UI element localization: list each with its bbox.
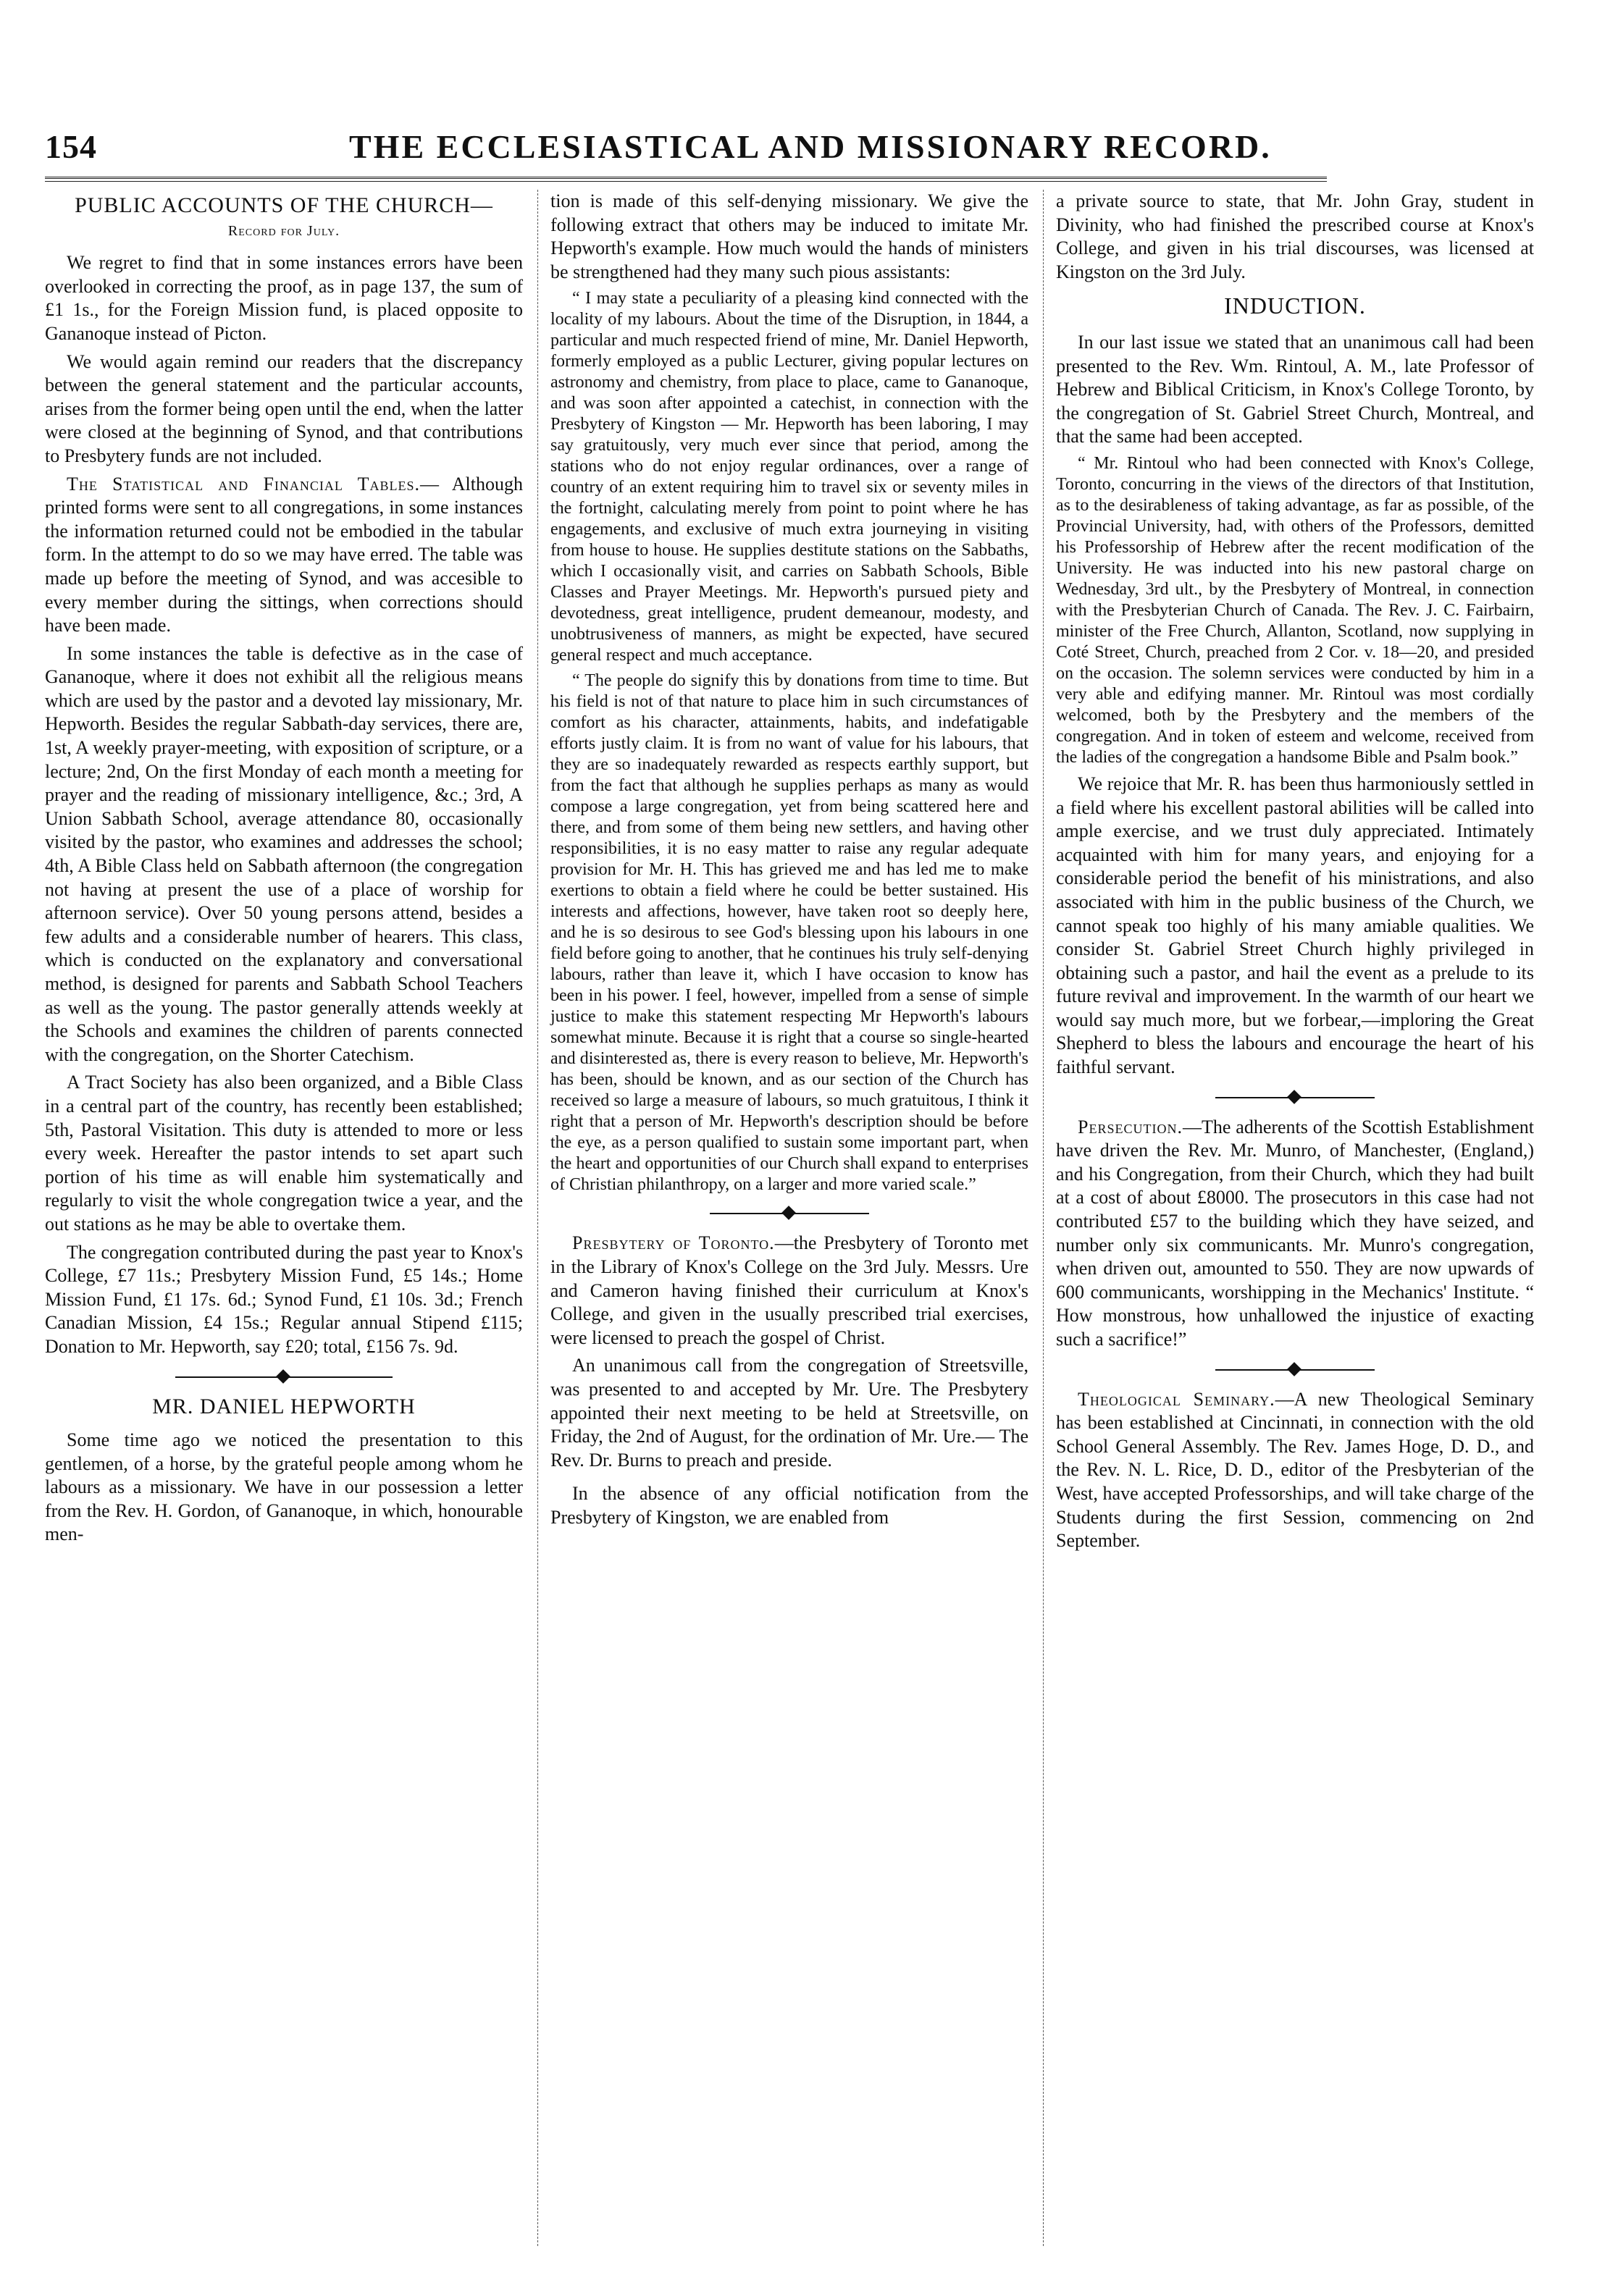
paragraph: Some time ago we noticed the presentation to this gentlemen, of a horse, by the grateful people among whom he labours as a missionary. We have in our possession a letter from the Rev. H. Gordon, of Gananoque, in which, honourable men- [45, 1429, 523, 1545]
run-in-heading: The Statistical and Financial Tables. [67, 473, 421, 495]
column-2 [550, 190, 1028, 1534]
paragraph-text: —the Presbytery of Toronto met in the Library of Knox's College on the 3rd July. Messrs. Ure and Cameron having finished their curriculum at Knox's College, and given in the usually prescribed trial exercises, were licensed to preach the gospel of Christ. [550, 1232, 1028, 1348]
paragraph: tion is made of this self-denying missionary. We give the following extract that others may be induced to imitate Mr. Hepworth's example. How much would the hands of ministers be strengthened had they many such pious assistants: [550, 190, 1028, 282]
run-in-heading: Presbytery of Toronto. [572, 1232, 775, 1254]
section-heading-induction: INDUCTION. [1224, 293, 1366, 319]
quoted-paragraph: “ Mr. Rintoul who had been connected with Knox's College, Toronto, concurring in the views of the directors of that Institution, as to the desirableness of taking advantage, as far as possible, of the Provincial University, had, with others of the Professors, demitted his Professorship of Hebrew after the recent modification of the University. He was inducted into his new pastoral charge on Wednesday, 3rd ult., by the Presbytery of Montreal, in connection with the Presbyterian Church of Canada. The Rev. J. C. Fairbairn, minister of the Free Church, Allanton, Scotland, now supplying in Coté Street, Church, preached from 2 Cor. v. 18—20, and presided on the occasion. The solemn services were conducted by him in a very able and edifying manner. Mr. Rintoul was most cordially welcomed, both by the Presbytery and the members of the congregation. And in token of esteem and welcome, received from the ladies of the congregation a handsome Bible and Psalm book.” [1056, 453, 1534, 767]
ornamental-divider [1215, 1362, 1375, 1378]
page-number: 154 [45, 128, 97, 165]
column-divider [1043, 190, 1044, 2246]
paragraph: A Tract Society has also been organized, and a Bible Class in a central part of the country, has recently been established; 5th, Pastoral Visitation. This duty is attended to more or less every week. Hereafter the pastor intends to set apart such portion of his time as will enable him systematically and regularly to visit the whole congregation twice a year, and the out stations as he may be able to overtake them. [45, 1072, 523, 1235]
paragraph: In the absence of any official notification from the Presbytery of Kingston, we are enabled from [550, 1483, 1028, 1528]
paragraph: An unanimous call from the congregation of Streetsville, was presented to and accepted by Mr. Ure. The Presbytery appointed their next meeting to be held at Streetsville, on Friday, the 2nd of August, for the ordination of Mr. Ure.— The Rev. Dr. Burns to preach and preside. [550, 1355, 1028, 1471]
header-rule [45, 177, 1327, 182]
paragraph-text: — Although printed forms were sent to all congregations, in some instances the information returned could not be embodied in the tabular form. In the attempt to do so we may have erred. The table was made up before the meeting of Synod, and was accesible to every member during the sittings, when corrections should have been made. [45, 473, 523, 636]
paragraph [1056, 1388, 1534, 1553]
paragraph: We would again remind our readers that the discrepancy between the general statement and the particular accounts, arises from the former being open until the end, when the latter were closed at the beginning of Synod, and that contributions to Presbytery funds are not included. [45, 350, 523, 466]
paragraph: In our last issue we stated that an unanimous call had been presented to the Rev. Wm. Rintoul, A. M., late Professor of Hebrew and Biblical Criticism, in Knox's College Toronto, by the congregation of St. Gabriel Street Church, Montreal, and that the same had been accepted. [1056, 331, 1534, 447]
run-in-heading: Theological Seminary. [1078, 1388, 1275, 1410]
paragraph: In some instances the table is defective as in the case of Gananoque, where it does not exhibit all the religious means which are used by the pastor and a devoted lay missionary, Mr. Hepworth. Besides the regular Sabbath-day services, there are, 1st, A weekly prayer-meeting, with exposition of scripture, or a lecture; 2nd, On the first Monday of each month a meeting for prayer and the reading of missionary intelligence, &c.; 3rd, A Union Sabbath School, average attendance 80, occasionally visited by the pastor, who examines and addresses the school; 4th, A Bible Class held on Sabbath afternoon (the congregation not having at present the use of a place of worship for afternoon service). Over 50 young persons attend, besides a few adults and a considerable number of hearers. This class, which is conducted on the explanatory and conversational method, is designed for parents and Sabbath School Teachers as well as the young. The pastor generally attends weekly at the Schools and examines the children of parents connected with the congregation, on the Shorter Catechism. [45, 642, 523, 1065]
paragraph: The congregation contributed during the past year to Knox's College, £7 11s.; Presbytery Mission Fund, £5 14s.; Home Mission Fund, £1 17s. 6d.; Synod Fund, £1 10s. 3d.; French Canadian Mission, £4 15s.; Regular annual Stipend £115; Donation to Mr. Hepworth, say £20; total, £156 7s. 9d. [45, 1241, 523, 1357]
ornamental-divider [175, 1369, 393, 1385]
section-heading-hepworth: MR. DANIEL HEPWORTH [152, 1394, 416, 1418]
paragraph-text: —A new Theological Seminary has been established at Cincinnati, in connection with the old School General Assembly. The Rev. James Hoge, D. D., and the Rev. N. L. Rice, D. D., editor of the Presbyterian of the West, have accepted Professorships, and will take charge of the Students during the first Session, commencing on 2nd September. [1056, 1388, 1534, 1552]
paragraph [550, 1232, 1028, 1350]
run-in-heading: Persecution. [1078, 1116, 1183, 1138]
ornamental-divider [710, 1206, 869, 1221]
quoted-paragraph: “ The people do signify this by donations from time to time. But his field is not of that nature to place him in such circumstances of comfort as his character, attainments, habits, and indefatigable efforts justly claim. It is from no want of value for his labours, that they are so inadequately rewarded as respects earthly support, but from the fact that although he supplies perhaps as many as would compose a large congregation, yet from being scattered here and there, and from some of them being new settlers, and having other responsibilities, it is no easy matter to raise any regular adequate provision for Mr. H. This has grieved me and has led me to make exertions to obtain a field where he could be better sustained. His interests and affections, however, have taken root so deeply here, and he is so desirous to see God's blessing upon his labours in one field before going to another, that he continues his truly self-denying labours, rather than leave it, which I have occasion to know has been in his power. I feel, however, impelled from a sense of simple justice to make this statement respecting Mr Hepworth's labours somewhat minute. Because it is right that a course so single-hearted and disinterested as, there is every reason to believe, Mr. Hepworth's has been, should be known, and as our section of the Church has received so large a measure of labours, so much gratuitous, I think it right that a person of Mr. Hepworth's description should be before the eye, as a person qualified to sustain some important part, when the heart and opportunities of our Church shall expand to enterprises of Christian philanthropy, on a larger and more varied scale.” [550, 671, 1028, 1195]
paragraph-text: —The adherents of the Scottish Establishment have driven the Rev. Mr. Munro, of Manchester, (England,) and his Congregation, from their Church, which they had built at a cost of about £8000. The prosecutors in this case had not contributed £57 to the building which they have seized, and number only six communicants. Mr. Munro's congregation, when driven out, amounted to 550. They are now upwards of 600 communicants, worshipping in the Mechanics' Institute. “ How monstrous, how unhallowed the injustice of exacting such a sacrifice!” [1056, 1116, 1534, 1350]
quoted-paragraph: “ I may state a peculiarity of a pleasing kind connected with the locality of my labours. About the time of the Disruption, in 1844, a particular and much respected friend of mine, Mr. Daniel Hepworth, formerly employed as a public Lecturer, giving popular lectures on astronomy and chemistry, from place to place, came to Gananoque, and was soon after appointed a catechist, in connection with the Presbytery of Kingston — Mr. Hepworth has been laboring, I may say gratuitously, very much ever since that period, among the stations who do not enjoy regular ordinances, over a range of country of an extent requiring him to travel six or seventy miles in the fortnight, calculating merely from point to point where he has engagements, and exclusive of much extra journeying in visiting from house to house. He supplies destitute stations on the Sabbaths, which I occasionally visit, and carries on Sabbath Schools, Bible Classes and Prayer Meetings. Mr. Hepworth's pursued piety and devotedness, great intelligence, prudent demeanour, modesty, and unobtrusiveness of manners, as might be expected, have secured general respect and much acceptance. [550, 289, 1028, 665]
ornamental-divider [1215, 1090, 1375, 1106]
column-3 [1056, 190, 1534, 1557]
paragraph: We rejoice that Mr. R. has been thus harmoniously settled in a field where his excellent pastoral abilities will be called into ample exercise, and we trust duly appreciated. Intimately acquainted with him for many years, and enjoying for a considerable period the benefit of his ministrations, and also associated with him in the public business of the Church, we cannot speak too highly of his many amiable qualities. We consider St. Gabriel Street Church highly privileged in obtaining such a pastor, and hail the event as a prelude to its future revival and improvement. In the warmth of our heart we would say much more, but we forbear,—imploring the Great Shepherd to bless the labours and encourage the heart of his faithful servant. [1056, 773, 1534, 1078]
page-header [45, 122, 1327, 172]
paragraph [45, 473, 523, 638]
section-subheading: Record for July. [227, 222, 340, 239]
section-heading-public-accounts: PUBLIC ACCOUNTS OF THE CHURCH— [75, 193, 493, 217]
paragraph [1056, 1116, 1534, 1352]
column-1 [45, 190, 523, 1551]
paragraph: We regret to find that in some instances errors have been overlooked in correcting the proof, as in page 137, the sum of £1 1s., for the Foreign Mission fund, is placed opposite to Gananoque instead of Picton. [45, 252, 523, 344]
running-title: THE ECCLESIASTICAL AND MISSIONARY RECORD. [349, 128, 1272, 165]
paragraph: a private source to state, that Mr. John Gray, student in Divinity, who had finished the prescribed course at Knox's College, and given in his trial discourses, was licensed at Kingston on the 3rd July. [1056, 190, 1534, 282]
column-divider [537, 190, 538, 2246]
